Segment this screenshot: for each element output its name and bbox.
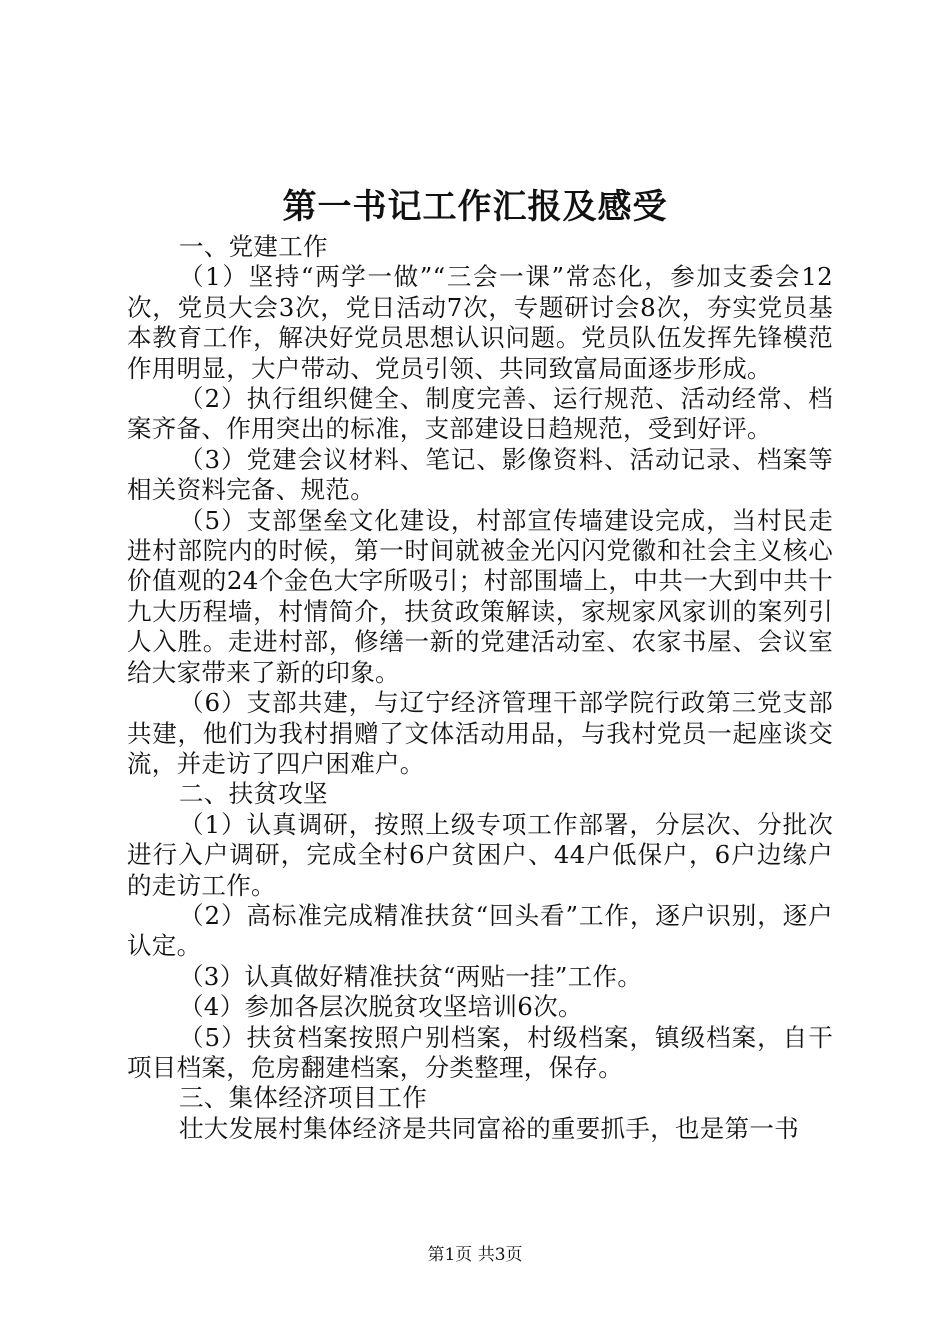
document-body [127, 232, 833, 1144]
paragraph: （6）支部共建，与辽宁经济管理干部学院行政第三党支部共建，他们为我村捐赠了文体活动用品，与我村党员一起座谈交流，并走访了四户困难户。 [127, 688, 833, 778]
section-heading: 一、党建工作 [179, 232, 328, 261]
paragraph: （2）高标准完成精准扶贫“回头看”工作，逐户识别，逐户认定。 [127, 900, 833, 961]
paragraph: （5）扶贫档案按照户别档案，村级档案，镇级档案，自干项目档案，危房翻建档案，分类整理，保存。 [127, 1022, 833, 1082]
section-heading: 三、集体经济项目工作 [179, 1083, 427, 1113]
page-footer: 第1页 共3页 [427, 1245, 523, 1265]
section-heading: 二、扶贫攻坚 [179, 779, 328, 809]
paragraph: （3）党建会议材料、笔记、影像资料、活动记录、档案等相关资料完备、规范。 [127, 444, 833, 505]
paragraph: （1）认真调研，按照上级专项工作部署，分层次、分批次进行入户调研，完成全村6户贫困户、44户低保户，6户边缘户的走访工作。 [127, 809, 833, 900]
paragraph: （2）执行组织健全、制度完善、运行规范、活动经常、档案齐备、作用突出的标准，支部建设日趋规范，受到好评。 [127, 384, 833, 444]
paragraph: （5）支部堡垒文化建设，村部宣传墙建设完成，当村民走进村部院内的时候，第一时间就被金光闪闪党徽和社会主义核心价值观的24个金色大字所吸引；村部围墙上，中共一大到中共十九大历程墙，村情简介，扶贫政策解读，家规家风家训的案列引人入胜。走进村部，修缮一新的党建活动室、农家书屋、会议室给大家带来了新的印象。 [127, 505, 833, 687]
document-title: 第一书记工作汇报及感受 [282, 187, 668, 227]
paragraph: （1）坚持“两学一做”“三会一课”常态化，参加支委会12次，党员大会3次，党日活动7次，专题研讨会8次，夯实党员基本教育工作，解决好党员思想认识问题。党员队伍发挥先锋模范作用明显，大户带动、党员引领、共同致富局面逐步形成。 [127, 262, 833, 383]
paragraph: （4）参加各层次脱贫攻坚培训6次。 [179, 992, 583, 1022]
paragraph: 壮大发展村集体经济是共同富裕的重要抓手，也是第一书 [179, 1113, 799, 1143]
paragraph: （3）认真做好精准扶贫“两贴一挂”工作。 [179, 961, 643, 991]
